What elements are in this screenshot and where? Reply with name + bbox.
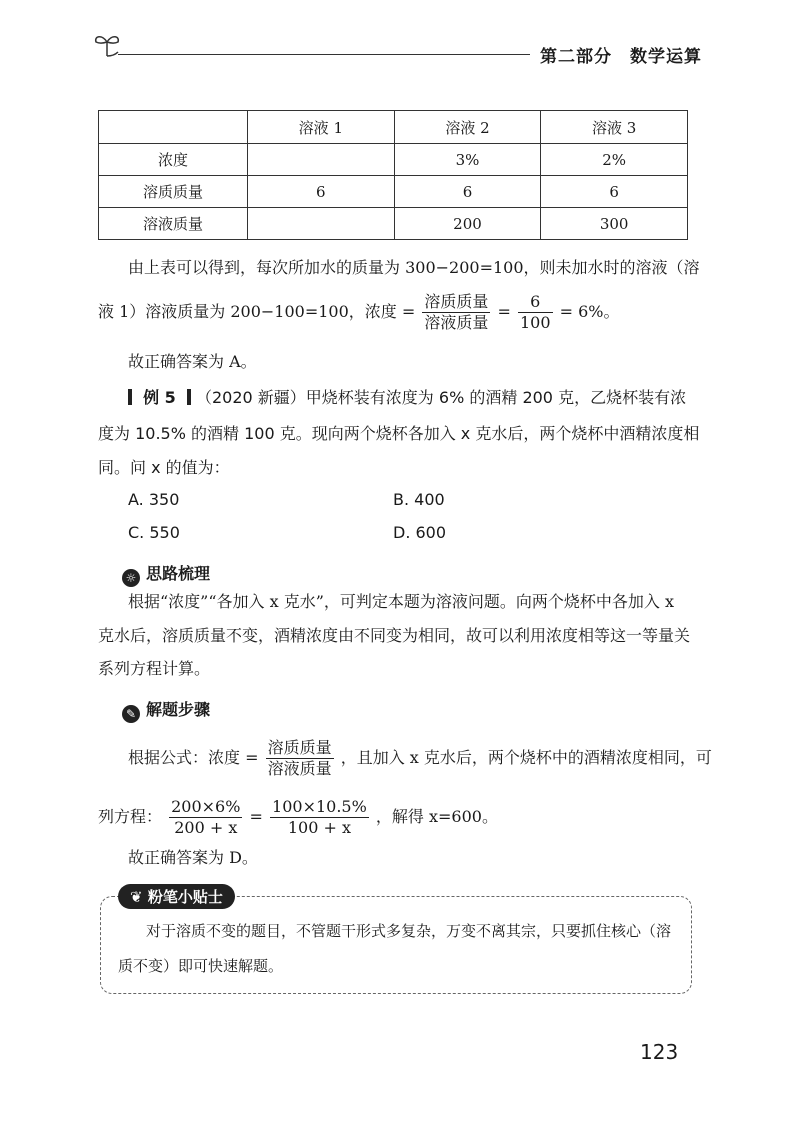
solution-table <box>98 110 688 240</box>
table-cell: 2% <box>541 144 688 176</box>
solution-line1-text: 根据公式：浓度 = <box>128 748 259 767</box>
fraction-numerator: 6 <box>518 292 553 313</box>
solution-result: ，解得 x=600。 <box>375 807 498 826</box>
table-cell: 300 <box>541 208 688 240</box>
option-d: D. 600 <box>393 523 447 542</box>
para1-line2 <box>98 292 620 333</box>
fraction-denominator: 溶液质量 <box>424 313 489 332</box>
table-row <box>99 144 688 176</box>
fraction-denominator: 溶液质量 <box>267 759 332 778</box>
solution-heading <box>122 697 210 723</box>
example-text-1: （2020 新疆）甲烧杯装有浓度为 6% 的酒精 200 克，乙烧杯装有浓 <box>196 388 687 407</box>
tip-line2: 质不变）即可快速解题。 <box>118 957 284 975</box>
answer-a: 故正确答案为 A。 <box>128 352 257 371</box>
analysis-line2: 克水后，溶质质量不变，酒精浓度由不同变为相同，故可以利用浓度相等这一等量关 <box>98 626 691 645</box>
solution-heading-text: 解题步骤 <box>146 700 211 719</box>
para1-result: = 6%。 <box>559 302 620 321</box>
example-line1 <box>128 388 686 408</box>
para1-line2-text: 液 1）溶液质量为 200−100=100，浓度 = <box>98 302 416 321</box>
formula-fraction <box>266 738 334 779</box>
fraction-denominator: 200 + x <box>174 818 238 837</box>
example-line2: 度为 10.5% 的酒精 100 克。现向两个烧杯各加入 x 克水后，两个烧杯中酒精浓度相 <box>98 424 700 443</box>
bracket-bar-icon <box>187 389 191 405</box>
table-cell: 3% <box>394 144 541 176</box>
table-header-cell: 溶液 2 <box>394 111 541 144</box>
header-rule <box>118 54 530 55</box>
equals-sign: = <box>249 807 263 826</box>
option-b: B. 400 <box>393 490 445 509</box>
analysis-line1: 根据“浓度”“各加入 x 克水”，可判定本题为溶液问题。向两个烧杯中各加入 x <box>128 592 675 611</box>
sprout-icon: ❦ <box>130 888 143 906</box>
solution-line2 <box>98 797 498 838</box>
equation-left-fraction <box>169 797 242 838</box>
sprout-logo-icon <box>92 30 122 60</box>
table-header-row <box>99 111 688 144</box>
table-cell: 6 <box>394 176 541 208</box>
page-number: 123 <box>640 1040 679 1064</box>
value-fraction <box>518 292 553 333</box>
solution-line1-tail: ，且加入 x 克水后，两个烧杯中的酒精浓度相同，可 <box>340 748 712 767</box>
table-row <box>99 208 688 240</box>
equals-sign: = <box>497 302 511 321</box>
header-title: 第二部分 数学运算 <box>540 47 702 67</box>
solution-line2-text: 列方程： <box>98 807 163 826</box>
tip-badge <box>118 884 235 909</box>
concentration-fraction <box>422 292 490 333</box>
equation-right-fraction <box>270 797 369 838</box>
option-c: C. 550 <box>128 523 180 542</box>
table-cell <box>248 144 395 176</box>
tip-badge-text: 粉笔小贴士 <box>147 888 223 906</box>
fraction-numerator: 200×6% <box>171 797 241 816</box>
table-cell: 200 <box>394 208 541 240</box>
sun-icon: ☼ <box>122 569 140 587</box>
table-cell <box>248 208 395 240</box>
table-cell: 溶质质量 <box>99 176 248 208</box>
fraction-denominator: 100 + x <box>287 818 351 837</box>
option-a: A. 350 <box>128 490 180 509</box>
table-header-cell: 溶液 3 <box>541 111 688 144</box>
fraction-denominator: 100 <box>519 313 551 332</box>
analysis-line3: 系列方程计算。 <box>98 659 211 678</box>
fraction-numerator: 100×10.5% <box>272 797 367 816</box>
example-label: 例 5 <box>143 388 176 407</box>
analysis-heading <box>122 561 210 587</box>
table-row <box>99 176 688 208</box>
table-cell: 浓度 <box>99 144 248 176</box>
tip-box <box>100 896 692 994</box>
pen-icon: ✎ <box>122 705 140 723</box>
answer-d: 故正确答案为 D。 <box>128 848 258 867</box>
bracket-bar-icon <box>128 389 132 405</box>
fraction-numerator: 溶质质量 <box>424 292 489 311</box>
table-header-cell <box>99 111 248 144</box>
solution-line1 <box>128 738 712 779</box>
table-cell: 6 <box>541 176 688 208</box>
analysis-heading-text: 思路梳理 <box>146 564 211 583</box>
table-header-cell: 溶液 1 <box>248 111 395 144</box>
tip-line1: 对于溶质不变的题目，不管题干形式多复杂，万变不离其宗，只要抓住核心（溶 <box>146 922 672 940</box>
table-cell: 6 <box>248 176 395 208</box>
para1-line1: 由上表可以得到，每次所加水的质量为 300−200=100，则未加水时的溶液（溶 <box>128 258 700 277</box>
table-cell: 溶液质量 <box>99 208 248 240</box>
fraction-numerator: 溶质质量 <box>267 738 332 757</box>
example-line3: 同。问 x 的值为： <box>98 458 230 477</box>
